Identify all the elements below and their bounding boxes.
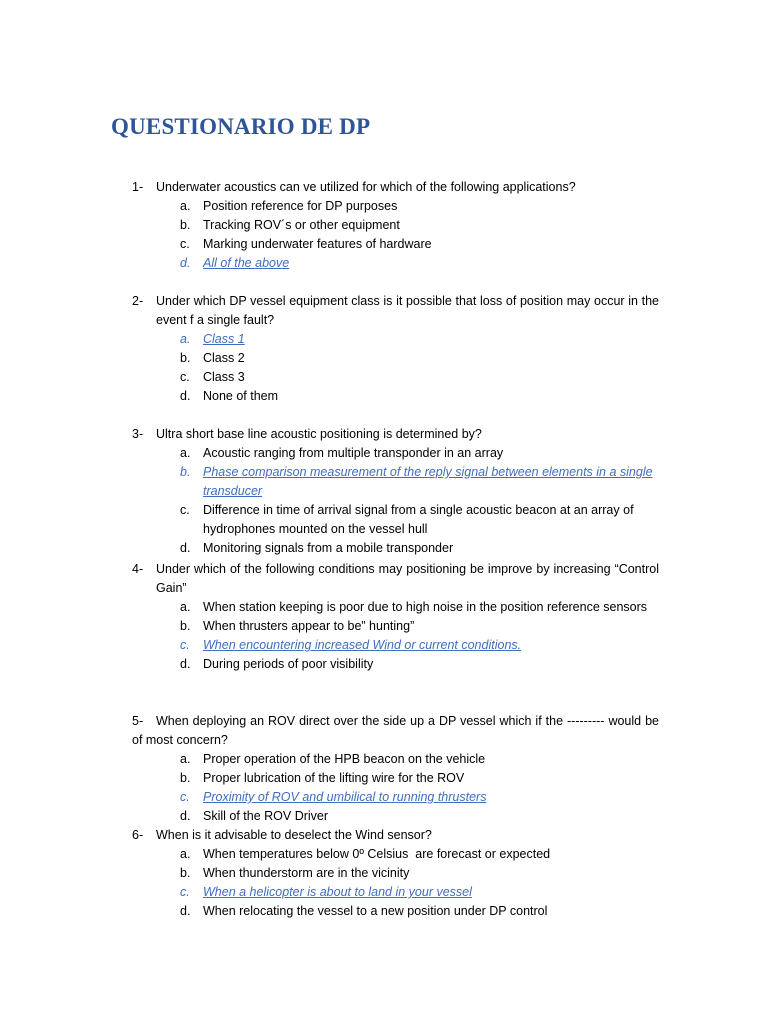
option-text: Tracking ROV´s or other equipment (203, 218, 400, 232)
option-list (0, 598, 768, 674)
question-number: 1- (132, 180, 144, 194)
question-number: 3- (132, 427, 144, 441)
question-1 (0, 178, 768, 273)
option-letter: d. (180, 389, 191, 403)
option-b (0, 216, 768, 235)
option-text: Acoustic ranging from multiple transponder in an array (203, 446, 504, 460)
option-text: When encountering increased Wind or current conditions. (203, 638, 522, 652)
option-letter: a. (180, 752, 191, 766)
option-letter: d. (180, 809, 191, 823)
question-number: 4- (132, 562, 144, 576)
option-c-correct-answer (0, 788, 768, 807)
option-list (0, 845, 768, 921)
option-text: Difference in time of arrival signal from a single acoustic beacon at an array of hydrophones mounted on the vessel hull (203, 503, 634, 536)
option-a (0, 750, 768, 769)
option-text: When a helicopter is about to land in your vessel (203, 885, 472, 899)
option-b (0, 864, 768, 883)
question-number: 5- (132, 714, 144, 728)
option-letter: a. (180, 847, 191, 861)
question-header (0, 712, 768, 750)
option-b (0, 769, 768, 788)
option-text: None of them (203, 389, 279, 403)
option-letter: a. (180, 332, 191, 346)
option-letter: d. (180, 657, 191, 671)
question-text: Under which DP vessel equipment class is it possible that loss of position may occur in the event f a single fault? (156, 294, 659, 327)
question-text: Under which of the following conditions may positioning be improve by increasing “Control Gain” (156, 562, 659, 595)
option-text: Monitoring signals from a mobile transponder (203, 541, 454, 555)
option-d (0, 387, 768, 406)
option-text: Skill of the ROV Driver (203, 809, 329, 823)
option-d (0, 539, 768, 558)
question-number: 6- (132, 828, 144, 842)
option-d-correct-answer (0, 254, 768, 273)
option-letter: d. (180, 904, 191, 918)
option-text: Proper operation of the HPB beacon on the vehicle (203, 752, 486, 766)
option-text: When station keeping is poor due to high noise in the position reference sensors (203, 600, 648, 614)
option-list (0, 444, 768, 558)
option-text: When relocating the vessel to a new position under DP control (203, 904, 548, 918)
option-text: Class 1 (203, 332, 245, 346)
question-text: Ultra short base line acoustic positioning is determined by? (156, 427, 482, 441)
option-list (0, 197, 768, 273)
question-header (0, 425, 768, 444)
option-b (0, 617, 768, 636)
question-header (0, 560, 768, 598)
option-d (0, 655, 768, 674)
option-d (0, 902, 768, 921)
question-text: Underwater acoustics can ve utilized for which of the following applications? (156, 180, 576, 194)
question-text: When is it advisable to deselect the Wind sensor? (156, 828, 432, 842)
option-letter: c. (180, 237, 190, 251)
question-text: When deploying an ROV direct over the side up a DP vessel which if the --------- would be of most concern? (132, 714, 659, 747)
question-2 (0, 292, 768, 406)
question-6 (0, 826, 768, 921)
option-c (0, 368, 768, 387)
option-b (0, 349, 768, 368)
page-title: QUESTIONARIO DE DP (111, 114, 371, 139)
option-text: When thrusters appear to be” hunting” (203, 619, 415, 633)
option-letter: b. (180, 866, 191, 880)
question-3 (0, 425, 768, 558)
option-letter: c. (180, 790, 190, 804)
option-letter: a. (180, 446, 191, 460)
option-a (0, 845, 768, 864)
question-4 (0, 560, 768, 674)
option-letter: b. (180, 351, 191, 365)
option-text: Marking underwater features of hardware (203, 237, 432, 251)
option-a-correct-answer (0, 330, 768, 349)
option-letter: b. (180, 771, 191, 785)
option-c-correct-answer (0, 636, 768, 655)
option-d (0, 807, 768, 826)
option-text: Class 3 (203, 370, 245, 384)
option-text: Class 2 (203, 351, 245, 365)
option-letter: c. (180, 370, 190, 384)
option-text: During periods of poor visibility (203, 657, 374, 671)
option-letter: c. (180, 885, 190, 899)
option-text: Position reference for DP purposes (203, 199, 398, 213)
option-letter: a. (180, 199, 191, 213)
option-c (0, 501, 768, 539)
question-5 (0, 712, 768, 826)
option-letter: c. (180, 503, 190, 517)
option-a (0, 197, 768, 216)
question-header (0, 826, 768, 845)
question-header (0, 292, 768, 330)
option-text: When temperatures below 0º Celsius are forecast or expected (203, 847, 551, 861)
option-letter: b. (180, 619, 191, 633)
question-header (0, 178, 768, 197)
option-a (0, 598, 768, 617)
option-letter: c. (180, 638, 190, 652)
option-letter: d. (180, 541, 191, 555)
option-list (0, 750, 768, 826)
option-text: Phase comparison measurement of the reply signal between elements in a single transducer (203, 465, 653, 498)
question-number: 2- (132, 294, 144, 308)
option-text: All of the above (203, 256, 290, 270)
option-c (0, 235, 768, 254)
option-list (0, 330, 768, 406)
option-letter: b. (180, 218, 191, 232)
option-text: Proximity of ROV and umbilical to running thrusters (203, 790, 487, 804)
option-letter: b. (180, 465, 191, 479)
option-text: Proper lubrication of the lifting wire for the ROV (203, 771, 465, 785)
option-letter: a. (180, 600, 191, 614)
option-text: When thunderstorm are in the vicinity (203, 866, 410, 880)
option-c-correct-answer (0, 883, 768, 902)
option-b-correct-answer (0, 463, 768, 501)
option-letter: d. (180, 256, 191, 270)
option-a (0, 444, 768, 463)
